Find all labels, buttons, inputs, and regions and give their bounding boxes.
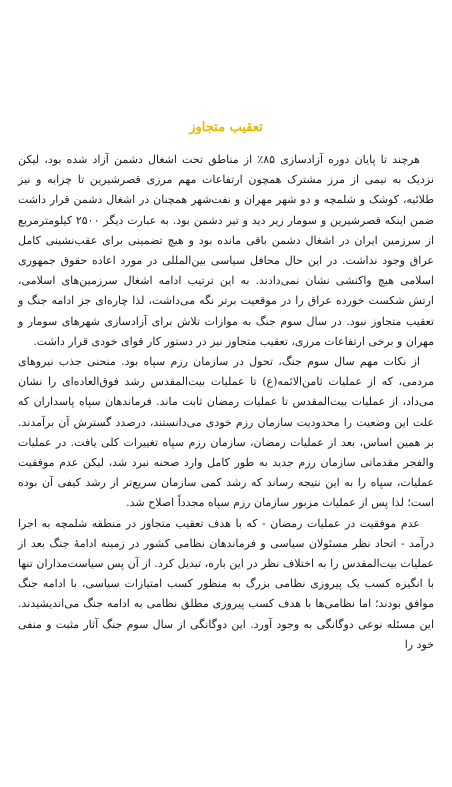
paragraph: عدم موفقیت در عملیات رمضان - که با هدف تعقیب متجاوز در منطقه شلمچه به اجرا درآمد - اتحاد نظر مسئولان سیاسی و فرماندهان نظامی کشور در زمینه ادامهٔ جنگ بعد از عملیات بیت‌المقدس را به اختلاف نظر در این باره، تبدیل کرد. از آن پس سیاست‌مداران تنها با انگیزه کسب یک پیروزی نظامی بزرگ به منظور کسب امتیازات سیاسی، با ادامه جنگ موافق بودند؛ اما نظامی‌ها با هدف کسب پیروزی مطلق نظامی به ادامه جنگ می‌اندیشیدند. این مسئله نوعی دوگانگی به وجود آورد. این دوگانگی از سال سوم جنگ آثار مثبت و منفی خود را — [18, 516, 434, 651]
paragraph: هرچند تا پایان دوره آزادسازی ۸۵٪ از مناطق تحت اشغال دشمن آزاد شده بود، لیکن نزدیک به نیمی از مرز مشترک همچون ارتفاعات مهم مرزی قصرشیرین تا چزابه و نیز طلائیه، کوشک و شلمچه و دو شهر مهران و نفت‌شهر همچنان در اشغال دشمن قرار داشت ضمن اینکه قصرشیرین و سومار زیر دید و تیر دشمن بود. به عبارت دیگر ۲۵۰۰ کیلومترمربع از سرزمین ایران در اشغال دشمن باقی مانده بود و هیچ تضمینی برای عقب‌نشینی کامل عراق وجود نداشت. در این حال محافل سیاسی بین‌المللی در مورد اعاده حقوق جمهوری اسلامی هیچ واکنشی نشان نمی‌دادند. به این ترتیب ادامه اشغال سرزمین‌های اسلامی، ارتش شکست خورده عراق را در موقعیت برتر نگه می‌داشت، لذا چاره‌ای جز ادامه جنگ و تعقیب متجاوز نبود. در سال سوم جنگ به موازات تلاش برای آزادسازی شهرهای سومار و مهران و برخی ارتفاعات مرزی، تعقیب متجاوز نیز در دستور کار قوای خودی قرار داشت. — [18, 153, 434, 348]
paragraph: از نکات مهم سال سوم جنگ، تحول در سازمان رزم سپاه بود. منحنی جذب نیروهای مردمی، که از عملیات ثامن‌الائمه(ع) تا عملیات بیت‌المقدس رشد فوق‌العاده‌ای را نشان می‌داد، از عملیات بیت‌المقدس تا عملیات رمضان ثابت ماند. فرماندهان سپاه پاسداران که علت این وضعیت را محدودیت سازمان رزم خودی می‌دانستند، درصدد گسترش آن برآمدند. بر همین اساس، بعد از عملیات رمضان، سازمان رزم سپاه تغییرات کلی یافت. در عملیات والفجر مقدماتی سازمان رزم جدید به طور کامل وارد صحنه نبرد شد، لیکن عدم موفقیت عملیات، سپاه را به این نتیجه رساند که رشد کمی سازمان سریع‌تر از رشد کیفی آن بوده است؛ لذا پس از عملیات مزبور سازمان رزم سپاه مجدداً اصلاح شد. — [18, 355, 434, 510]
section-title: تعقیب متجاوز — [189, 120, 263, 135]
body-text — [18, 150, 434, 655]
